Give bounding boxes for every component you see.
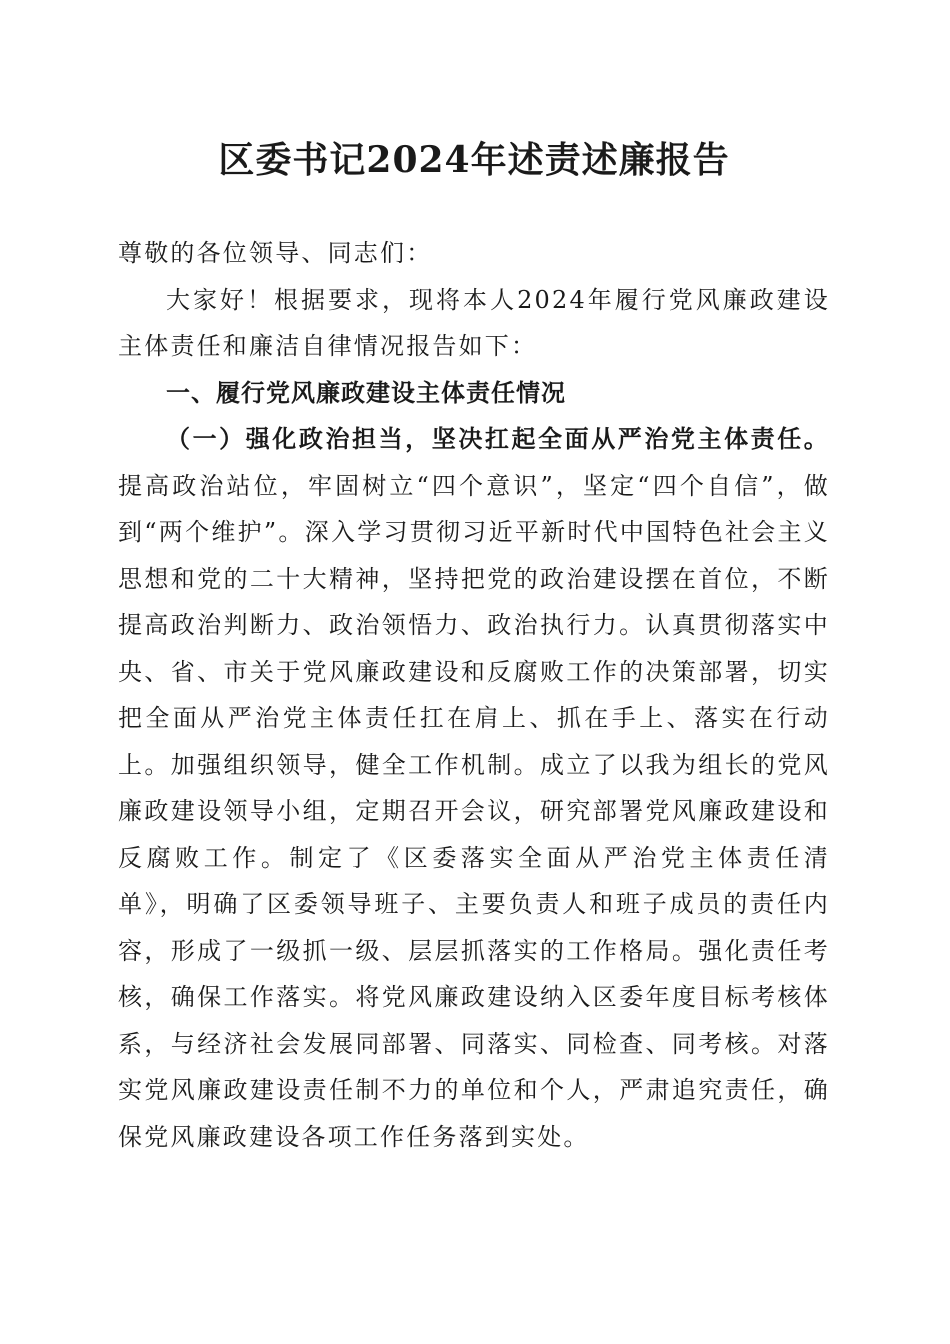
intro-paragraph: 大家好！根据要求，现将本人2024年履行党风廉政建设主体责任和廉洁自律情况报告如下： [118, 285, 830, 360]
document-body [118, 230, 830, 1160]
subsection-heading: （一）强化政治担当，坚决扛起全面从严治党主体责任。 [166, 424, 830, 453]
subsection-paragraph [118, 416, 830, 1160]
document-title: 区委书记2024年述责述廉报告 [218, 139, 730, 181]
salutation: 尊敬的各位领导、同志们： [118, 239, 433, 267]
section-heading: 一、履行党风廉政建设主体责任情况 [166, 378, 566, 407]
subsection-body: 提高政治站位，牢固树立“四个意识”，坚定“四个自信”，做到“两个维护”。深入学习贯彻习近平新时代中国特色社会主义思想和党的二十大精神，坚持把党的政治建设摆在首位，不断提高政治判断力、政治领悟力、政治执行力。认真贯彻落实中央、省、市关于党风廉政建设和反腐败工作的决策部署，切实把全面从严治党主体责任扛在肩上、抓在手上、落实在行动上。加强组织领导，健全工作机制。成立了以我为组长的党风廉政建设领导小组，定期召开会议，研究部署党风廉政建设和反腐败工作。制定了《区委落实全面从严治党主体责任清单》，明确了区委领导班子、主要负责人和班子成员的责任内容，形成了一级抓一级、层层抓落实的工作格局。强化责任考核，确保工作落实。将党风廉政建设纳入区委年度目标考核体系，与经济社会发展同部署、同落实、同检查、同考核。对落实党风廉政建设责任制不力的单位和个人，严肃追究责任，确保党风廉政建设各项工作任务落到实处。 [118, 471, 830, 1151]
